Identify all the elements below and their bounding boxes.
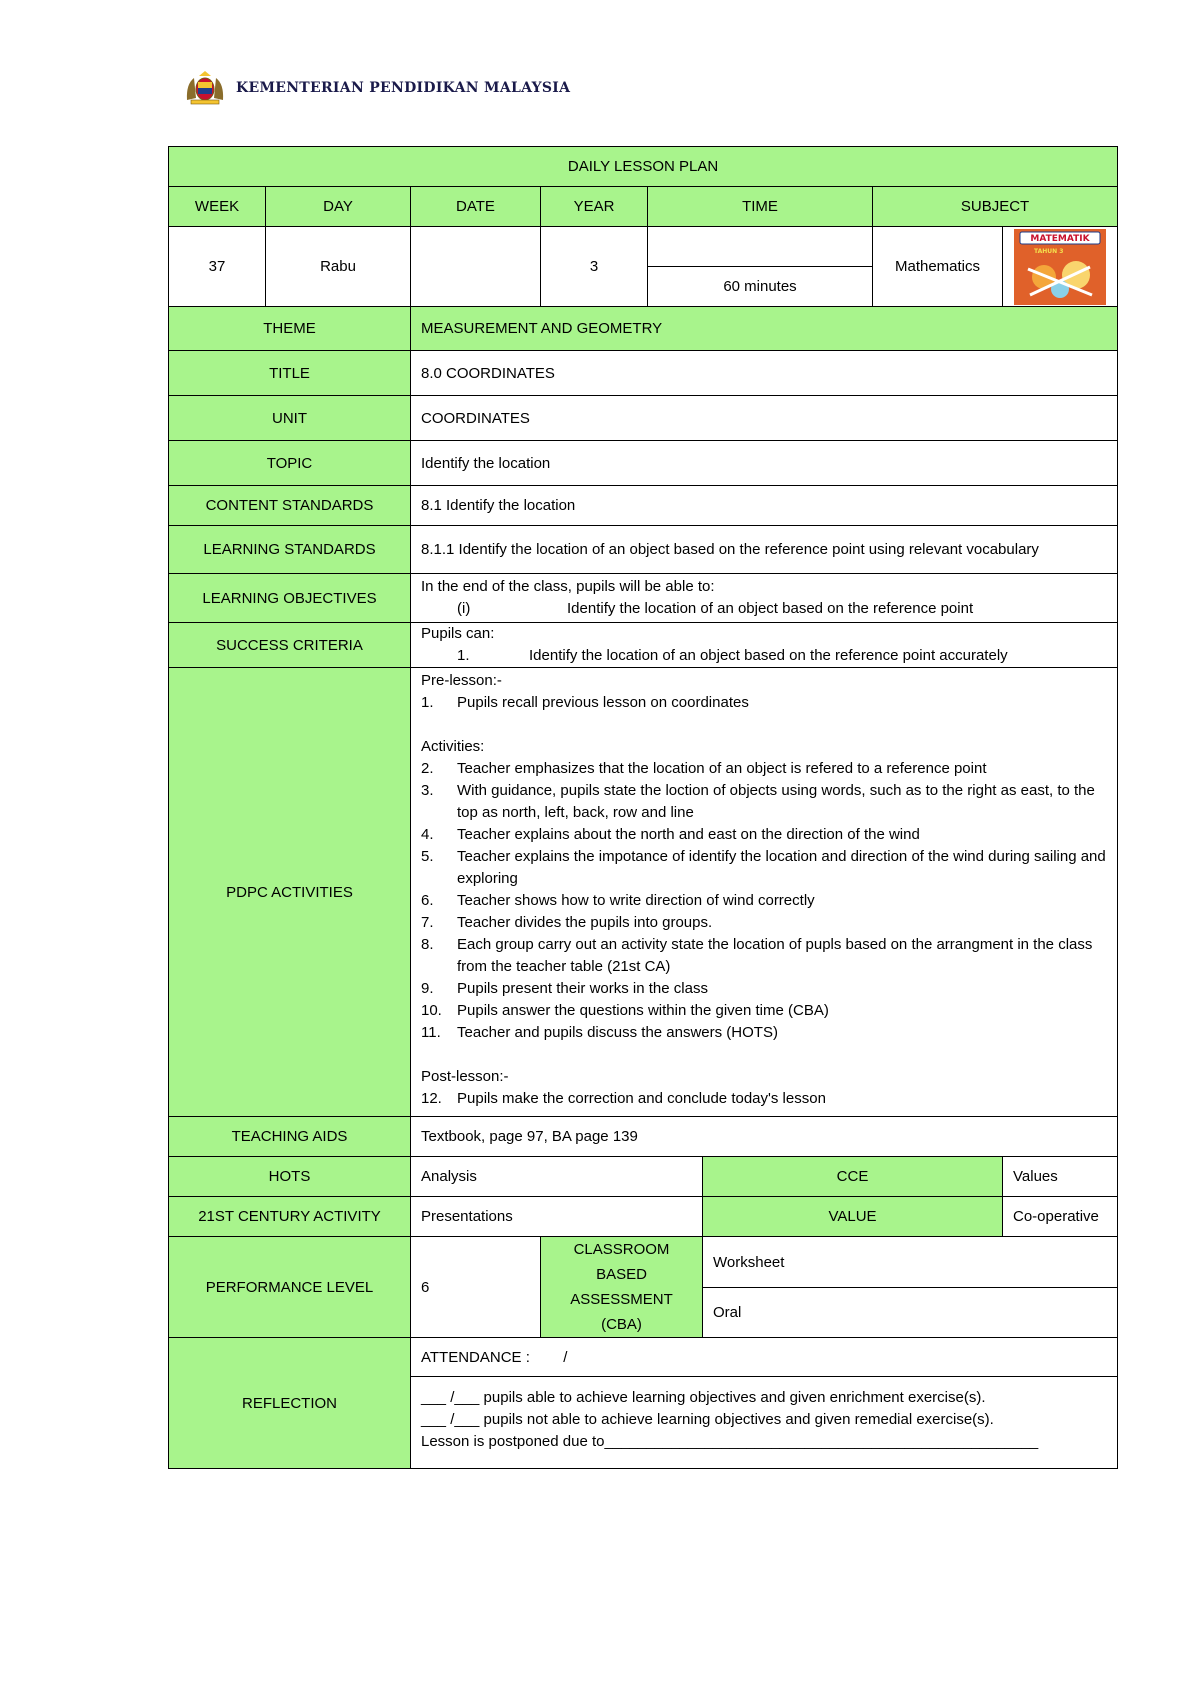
performance-level-value: 6 [411, 1237, 541, 1338]
teaching-aids-label: TEACHING AIDS [169, 1117, 411, 1157]
time-duration: 60 minutes [648, 267, 873, 307]
value-value: Co-operative [1003, 1197, 1118, 1237]
activity-item [421, 780, 1107, 824]
activity-item [421, 824, 1107, 846]
activity-number: 3. [421, 782, 434, 799]
activity-item [421, 758, 1107, 780]
activity-text: Pupils answer the questions within the given time (CBA) [457, 1002, 829, 1019]
reflection-label: REFLECTION [169, 1338, 411, 1469]
activity-text: Teacher and pupils discuss the answers (HOTS) [457, 1024, 778, 1041]
plan-title: DAILY LESSON PLAN [169, 147, 1118, 187]
activity-number: 10. [421, 1002, 442, 1019]
activity-text: Teacher shows how to write direction of wind correctly [457, 892, 815, 909]
topic-label: TOPIC [169, 441, 411, 486]
success-criteria-value [411, 623, 1118, 668]
header-day: DAY [266, 187, 411, 227]
title-value: 8.0 COORDINATES [411, 351, 1118, 396]
activity-number: 1. [421, 694, 434, 711]
reflection-line-able: ___ /___ pupils able to achieve learning objectives and given enrichment exercise(s). [421, 1389, 986, 1406]
header-date: DATE [411, 187, 541, 227]
daily-lesson-plan-table [168, 146, 1118, 1469]
activity-number: 4. [421, 826, 434, 843]
activity-text: Teacher divides the pupils into groups. [457, 914, 713, 931]
success-criteria-label: SUCCESS CRITERIA [169, 623, 411, 668]
criteria-marker: 1. [457, 647, 470, 664]
header-time: TIME [648, 187, 873, 227]
activity-number: 7. [421, 914, 434, 931]
pdpc-activities-value [411, 668, 1118, 1117]
activity-item [421, 846, 1107, 890]
title-label: TITLE [169, 351, 411, 396]
performance-level-label: PERFORMANCE LEVEL [169, 1237, 411, 1338]
activity-text: Teacher emphasizes that the location of an object is refered to a reference point [457, 760, 987, 777]
activity-number: 5. [421, 848, 434, 865]
learning-standards-value: 8.1.1 Identify the location of an object based on the reference point using relevant vocabulary [411, 526, 1118, 574]
activity-number: 8. [421, 936, 434, 953]
subject-value: Mathematics [873, 227, 1003, 307]
header-subject: SUBJECT [873, 187, 1118, 227]
attendance: ATTENDANCE : / [411, 1338, 1118, 1377]
activity-text: Pupils recall previous lesson on coordinates [457, 694, 749, 711]
unit-label: UNIT [169, 396, 411, 441]
objective-item: Identify the location of an object based on the reference point [567, 600, 974, 617]
activity-item [421, 934, 1107, 978]
topic-value: Identify the location [411, 441, 1118, 486]
activity-text: Teacher explains about the north and east on the direction of the wind [457, 826, 920, 843]
activities-list [421, 758, 1107, 1044]
cba-label: CLASSROOM BASED ASSESSMENT (CBA) [541, 1237, 703, 1338]
cce-value: Values [1003, 1157, 1118, 1197]
activity-item [421, 890, 1107, 912]
activity-item [421, 1088, 1107, 1110]
hots-value: Analysis [411, 1157, 703, 1197]
cover-subtitle: TAHUN 3 [1034, 247, 1064, 255]
post-lesson-heading: Post-lesson:- [421, 1068, 509, 1085]
year-value: 3 [541, 227, 648, 307]
theme-label: THEME [169, 307, 411, 351]
learning-objectives-value [411, 574, 1118, 623]
activity-text: Each group carry out an activity state the location of pupls based on the arrangment in the class from the teacher table (21st CA) [457, 936, 1093, 975]
learning-standards-label: LEARNING STANDARDS [169, 526, 411, 574]
activity-number: 9. [421, 980, 434, 997]
coat-of-arms-icon [182, 70, 228, 106]
criteria-item: Identify the location of an object based on the reference point accurately [529, 647, 1008, 664]
teaching-aids-value: Textbook, page 97, BA page 139 [411, 1117, 1118, 1157]
textbook-cover [1003, 227, 1118, 307]
learning-objectives-label: LEARNING OBJECTIVES [169, 574, 411, 623]
activity-item [421, 1000, 1107, 1022]
content-standards-label: CONTENT STANDARDS [169, 486, 411, 526]
content-standards-value: 8.1 Identify the location [411, 486, 1118, 526]
learning-objectives-intro: In the end of the class, pupils will be able to: [421, 578, 715, 595]
time-value [648, 227, 873, 267]
cba-item-worksheet: Worksheet [703, 1237, 1118, 1288]
cba-item-oral: Oral [703, 1288, 1118, 1338]
unit-value: COORDINATES [411, 396, 1118, 441]
activity-number: 2. [421, 760, 434, 777]
day-value: Rabu [266, 227, 411, 307]
activity-text: Pupils make the correction and conclude today's lesson [457, 1090, 826, 1107]
activity-text: Pupils present their works in the class [457, 980, 708, 997]
objective-marker: (i) [457, 600, 471, 617]
theme-value: MEASUREMENT AND GEOMETRY [411, 307, 1118, 351]
activity-number: 11. [421, 1024, 441, 1041]
activity-number: 12. [421, 1090, 442, 1107]
success-criteria-intro: Pupils can: [421, 625, 495, 642]
activity-item [421, 1022, 1107, 1044]
activity-item [421, 912, 1107, 934]
cce-label: CCE [703, 1157, 1003, 1197]
activity-item [421, 978, 1107, 1000]
pre-lesson-heading: Pre-lesson:- [421, 672, 502, 689]
week-value: 37 [169, 227, 266, 307]
header-week: WEEK [169, 187, 266, 227]
activity-text: With guidance, pupils state the loction of objects using words, such as to the right as east, to the top as north, left, back, row and line [457, 782, 1095, 821]
ministry-name: KEMENTERIAN PENDIDIKAN MALAYSIA [236, 80, 571, 96]
header-year: YEAR [541, 187, 648, 227]
value-label: VALUE [703, 1197, 1003, 1237]
pre-lesson-list [421, 692, 1107, 714]
century-activity-value: Presentations [411, 1197, 703, 1237]
reflection-line-not-able: ___ /___ pupils not able to achieve learning objectives and given remedial exercise(s). [421, 1411, 994, 1428]
activity-item [421, 692, 1107, 714]
hots-label: HOTS [169, 1157, 411, 1197]
post-lesson-list [421, 1088, 1107, 1110]
textbook-cover-icon [1014, 229, 1106, 305]
activities-heading: Activities: [421, 738, 485, 755]
cover-title: MATEMATIK [1030, 233, 1090, 244]
activity-number: 6. [421, 892, 434, 909]
activity-text: Teacher explains the impotance of identify the location and direction of the wind during sailing and exploring [457, 848, 1106, 887]
pdpc-activities-label: PDPC ACTIVITIES [169, 668, 411, 1117]
date-value [411, 227, 541, 307]
reflection-line-postponed: Lesson is postponed due to____________________________________________________ [421, 1433, 1039, 1450]
century-activity-label: 21ST CENTURY ACTIVITY [169, 1197, 411, 1237]
ministry-header [182, 70, 570, 106]
reflection-lines [411, 1377, 1118, 1469]
